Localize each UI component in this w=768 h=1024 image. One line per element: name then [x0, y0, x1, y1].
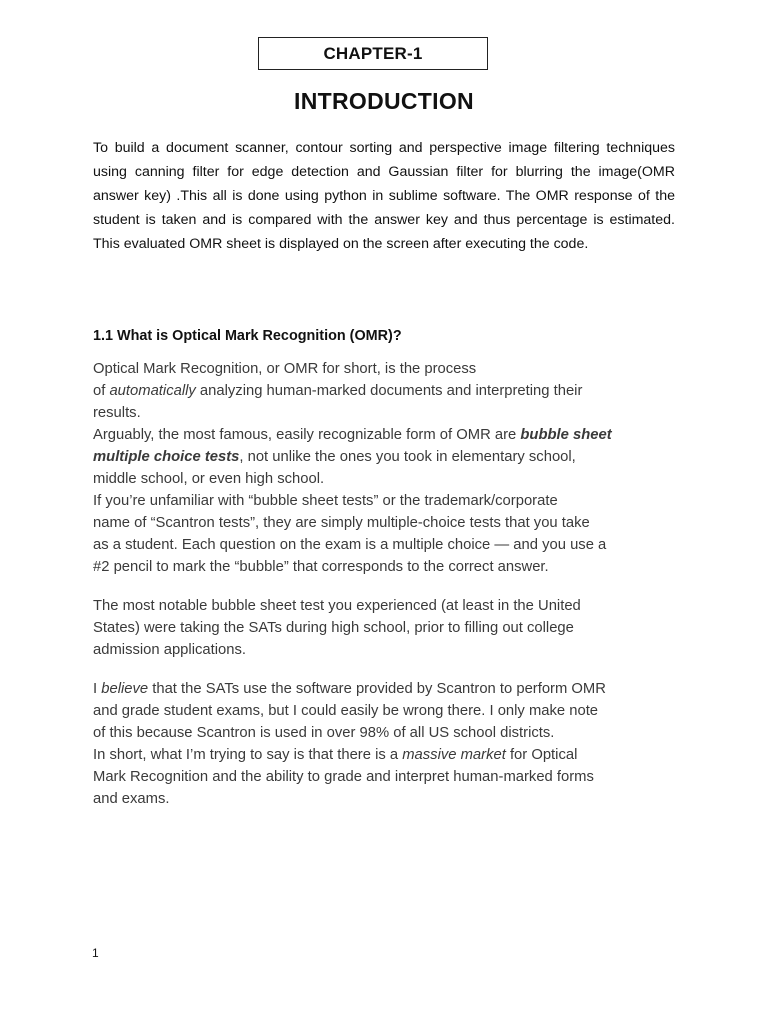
sat-paragraph — [93, 595, 683, 661]
text-span: that the SATs use the software provided by Scantron to perform OMR — [148, 681, 606, 697]
text-line — [93, 446, 683, 468]
text-span: for Optical — [505, 747, 578, 763]
text-span: and grade student exams, but I could easily be wrong there. I only make note — [93, 703, 599, 719]
text-span: The most notable bubble sheet test you experienced (at least in the United — [93, 598, 581, 614]
intro-line: answer key and thus percentage is estimated. This evaluated OMR sheet is — [93, 212, 675, 252]
chapter-label-text: CHAPTER-1 — [323, 43, 423, 63]
emphasis-massive-market: massive market — [402, 747, 506, 763]
text-span: States) were taking the SATs during high school, prior to filling out college — [93, 620, 574, 636]
intro-paragraph — [93, 136, 675, 256]
text-span: analyzing human-marked documents and interpreting their — [195, 383, 583, 399]
text-span: and exams. — [93, 791, 170, 807]
text-line — [93, 700, 683, 722]
text-line — [93, 424, 683, 446]
intro-line: blurring the image(OMR answer key) .This all is done using python in sublime — [93, 164, 675, 204]
text-span: admission applications. — [93, 642, 246, 658]
text-span: #2 pencil to mark the “bubble” that corresponds to the correct answer. — [93, 559, 549, 575]
text-line — [93, 556, 683, 578]
text-span: as a student. Each question on the exam is a multiple choice — and you use a — [93, 537, 607, 553]
text-line — [93, 678, 683, 700]
emphasis-multiple-choice-tests: multiple choice tests — [93, 449, 240, 465]
page-title: INTRODUCTION — [294, 88, 474, 114]
text-span: Optical Mark Recognition, or OMR for short, is the process — [93, 361, 477, 377]
chapter-label — [258, 37, 488, 70]
emphasis-bubble-sheet: bubble sheet — [520, 427, 612, 443]
text-span: middle school, or even high school. — [93, 471, 325, 487]
scantron-paragraph — [93, 678, 683, 810]
text-line — [93, 788, 683, 810]
text-line — [93, 512, 683, 534]
page-number: 1 — [92, 946, 99, 960]
text-line — [93, 617, 683, 639]
intro-line: software. The OMR response of the student is taken and is compared with the — [93, 188, 675, 228]
text-span: If you’re unfamiliar with “bubble sheet tests” or the trademark/corporate — [93, 493, 558, 509]
intro-line: displayed on the screen after executing the code. — [279, 236, 589, 252]
text-span: , not unlike the ones you took in elementary school, — [239, 449, 576, 465]
text-span: Arguably, the most famous, easily recognizable form of OMR are — [93, 427, 521, 443]
text-line — [93, 534, 683, 556]
text-span: name of “Scantron tests”, they are simply multiple-choice tests that you take — [93, 515, 590, 531]
text-span: I — [93, 681, 102, 697]
text-line — [93, 639, 683, 661]
text-line — [93, 490, 683, 512]
text-line — [93, 380, 683, 402]
intro-line: To build a document scanner, contour sorting and perspective image filtering — [93, 140, 600, 156]
omr-definition-block — [93, 358, 683, 578]
emphasis-automatically: automatically — [109, 383, 196, 399]
text-line — [93, 468, 683, 490]
text-span: Mark Recognition and the ability to grade and interpret human-marked forms — [93, 769, 594, 785]
intro-line: techniques using canning filter for edge detection and Gaussian filter for — [93, 140, 675, 180]
text-span: of — [93, 383, 110, 399]
emphasis-believe: believe — [101, 681, 149, 697]
text-line — [93, 595, 683, 617]
text-line — [93, 722, 683, 744]
text-line — [93, 744, 683, 766]
text-line — [93, 358, 683, 380]
text-span: results. — [93, 405, 141, 421]
text-span: In short, what I’m trying to say is that there is a — [93, 747, 403, 763]
text-span: of this because Scantron is used in over 98% of all US school districts. — [93, 725, 555, 741]
section-heading: 1.1 What is Optical Mark Recognition (OMR)? — [93, 328, 402, 344]
text-line — [93, 766, 683, 788]
text-line — [93, 402, 683, 424]
